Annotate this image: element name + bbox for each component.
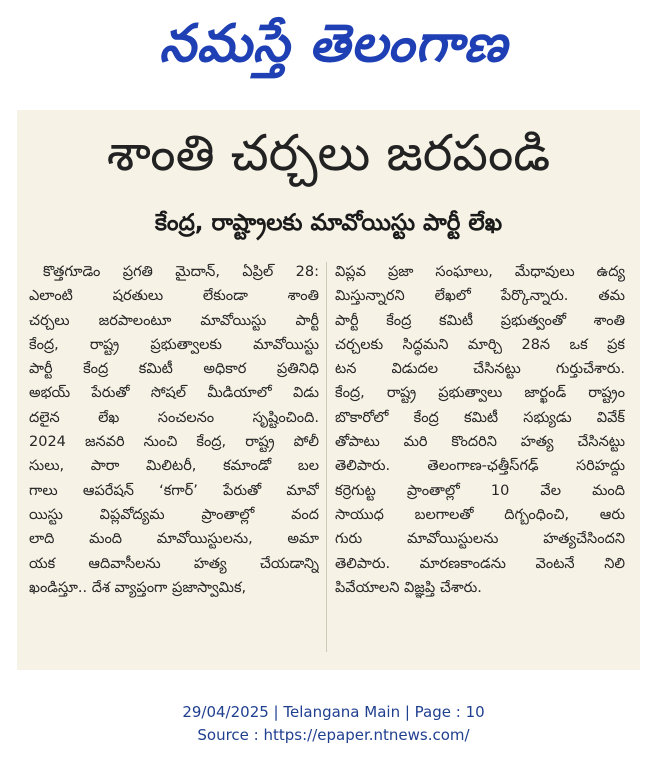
masthead-logo: నమస్తే తెలంగాణ <box>159 14 508 74</box>
article-line: ఖండిస్తూ.. దేశ వ్యాప్తంగా ప్రజాస్వామిక, <box>29 579 247 596</box>
article-left-column <box>29 260 319 600</box>
article-line: దలైన లేఖ సంచలనం సృష్టించింది. <box>29 409 319 426</box>
article-line: కేంద్ర, రాష్ట్ర ప్రభుత్వాలకు మావోయిస్టు <box>29 336 319 353</box>
article-line: అభయ్ పేరుతో సోషల్ మీడియాలో విడు <box>29 385 319 402</box>
article-line: చర్చలకు సిద్ధమని మార్చి 28న ఒక ప్రక <box>335 336 625 353</box>
article-right-column <box>335 260 625 600</box>
article-line: పార్టీ కేంద్ర కమిటీ ప్రభుత్వంతో శాంతి <box>335 312 625 329</box>
article-line: చర్చలు జరపాలంటూ మావోయిస్టు పార్టీ <box>29 312 319 329</box>
article-line: విప్లవ ప్రజా సంఘాలు, మేధావులు ఉద్య <box>335 264 625 280</box>
article-line: కర్రెగుట్ట ప్రాంతాల్లో 10 వేల మంది <box>335 482 625 499</box>
article-line: పార్టీ కేంద్ర కమిటీ అధికార ప్రతినిధి <box>29 361 319 378</box>
article-line: కొత్తగూడెం ప్రగతి మైదాన్, ఏప్రిల్ 28: <box>43 264 319 280</box>
article-line: గురు మావోయిస్టులను హత్యచేసిందని <box>335 531 625 548</box>
article-line: సాయుధ బలగాలతో దిగ్బంధించి, ఆరు <box>335 506 625 523</box>
article-subheadline: కేంద్ర, రాష్ట్రాలకు మావోయిస్టు పార్టీ లేఖ <box>154 210 503 236</box>
article-line: మిస్తున్నారని లేఖలో పేర్కొన్నారు. తమ <box>335 288 625 305</box>
article-clipping <box>17 110 640 670</box>
article-line: కేంద్ర, రాష్ట్ర ప్రభుత్వాలు జార్ఖండ్ రాష్ట్రం <box>335 385 625 402</box>
article-line: బొకారోలో కేంద్ర కమిటీ సభ్యుడు వివేక్ <box>335 409 625 426</box>
article-headline: శాంతి చర్చలు జరపండి <box>106 124 551 182</box>
article-line: యిస్టు విప్లవోద్యమ ప్రాంతాల్లో వంద <box>29 506 319 523</box>
article-line: గాలు ఆపరేషన్ ‘కగార్’ పేరుతో మావో <box>29 482 319 499</box>
article-line: 2024 జనవరి నుంచి కేంద్ర, రాష్ట్ర పోలీ <box>29 434 319 451</box>
article-line: ఎలాంటి షరతులు లేకుండా శాంతి <box>29 288 319 305</box>
source-link: Source : https://epaper.ntnews.com/ <box>197 726 470 744</box>
article-line: టన విడుదల చేసినట్టు గుర్తుచేశారు. <box>335 361 625 378</box>
article-line: లాది మంది మావోయిస్టులను, అమా <box>29 531 319 548</box>
article-line: పివేయాలని విజ్ఞప్తి చేశారు. <box>335 579 482 596</box>
article-line: యక ఆదివాసీలను హత్య చేయడాన్ని <box>29 555 319 572</box>
article-line: సులు, పారా మిలిటరీ, కమాండో బల <box>29 458 319 475</box>
edition-info: 29/04/2025 | Telangana Main | Page : 10 <box>182 703 485 721</box>
article-line: తెలిపారు. తెలంగాణ-ఛత్తీస్‌గఢ్ సరిహద్దు <box>335 458 625 475</box>
column-divider <box>326 262 327 652</box>
article-line: తెలిపారు. మారణకాండను వెంటనే నిలి <box>335 555 625 572</box>
article-line: తోపాటు మరి కొందరిని హత్య చేసినట్టు <box>335 434 625 451</box>
